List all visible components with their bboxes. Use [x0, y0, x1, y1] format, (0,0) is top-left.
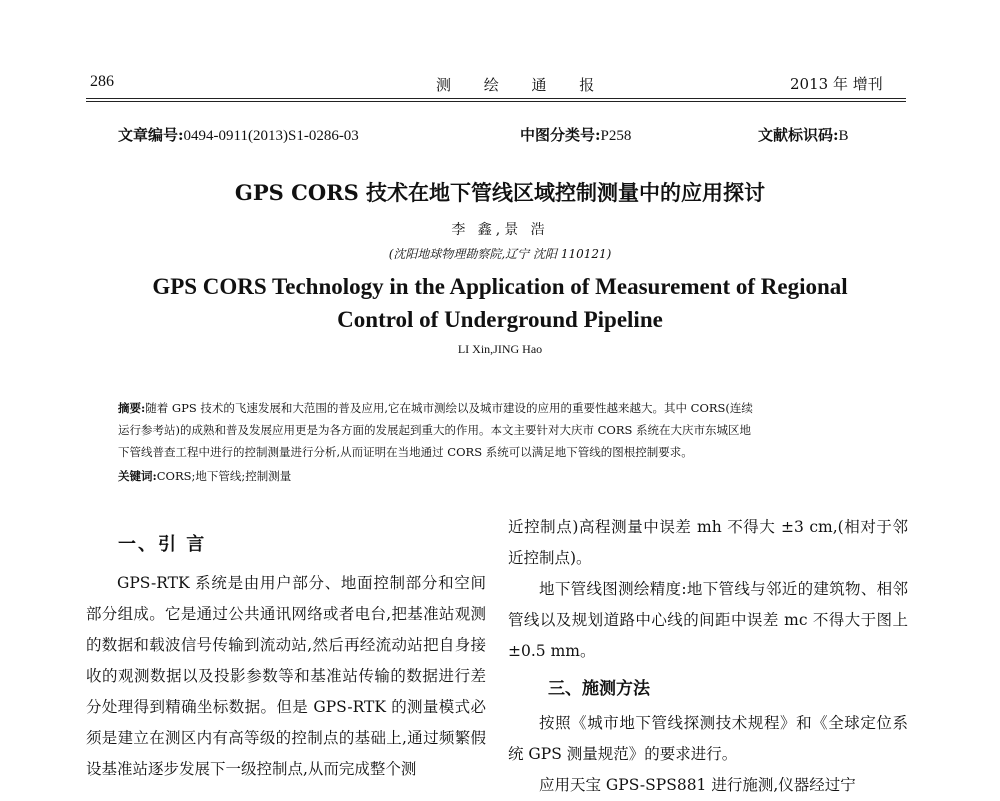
- left-column-body: [86, 568, 486, 785]
- section-heading-methods: 三、施测方法: [548, 679, 650, 699]
- authors-english: LI Xin,JING Hao: [457, 342, 543, 356]
- keywords-label: 关键词:: [118, 469, 157, 483]
- title-chinese: GPS CORS 技术在地下管线区域控制测量中的应用探讨: [234, 180, 766, 205]
- abstract-label: 摘要:: [118, 401, 146, 415]
- title-english-line1: GPS CORS Technology in the Application of Measurement of Regional: [152, 274, 848, 299]
- article-number-value: 0494-0911(2013)S1-0286-03: [183, 128, 359, 144]
- instrument-paragraph: 应用天宝 GPS-SPS881 进行施测,仪器经过宁: [539, 776, 856, 794]
- right-column-body: [508, 512, 908, 667]
- abstract-line1: 随着 GPS 技术的飞速发展和大范围的普及应用,它在城市测绘以及城市建设的应用的重要性越来越大。其中 CORS(连续: [145, 401, 753, 415]
- header-rule-secondary: [86, 101, 906, 102]
- abstract-line2: 运行参考站)的成熟和普及发展应用更是为各方面的发展起到重大的作用。本文主要针对大庆市 CORS 系统在大庆市东城区地: [118, 423, 752, 437]
- title-english: [100, 270, 900, 336]
- journal-name: 测 绘 通 报: [436, 76, 609, 94]
- title-english-line2: Control of Underground Pipeline: [337, 307, 663, 332]
- clc-number: [520, 124, 631, 145]
- intro-paragraph: GPS-RTK 系统是由用户部分、地面控制部分和空间部分组成。它是通过公共通讯网络或者电台,把基准站观测的数据和载波信号传输到流动站,然后再经流动站把自身接收的观测数据以及投影参数等和基准站传输的数据进行差分处理得到精确坐标数据。但是 GPS-RTK 的测量模式必须是建立在测区内有高等级的控制点的基础上,通过频繁假设基准站逐步发展下一级控制点,从而完成整个测: [86, 574, 486, 778]
- issue-label: 2013 年 增刊: [790, 75, 883, 93]
- authors-chinese: 李 鑫,景 浩: [451, 222, 549, 238]
- document-code-value: B: [838, 128, 849, 144]
- affiliation-chinese: (沈阳地球物理勘察院,辽宁 沈阳 110121): [388, 247, 612, 261]
- article-number: [118, 124, 359, 145]
- document-code: [758, 124, 849, 145]
- header-rule: [86, 98, 906, 99]
- article-number-label: 文章编号:: [118, 126, 184, 144]
- mapping-accuracy-paragraph: 地下管线图测绘精度:地下管线与邻近的建筑物、相邻管线以及规划道路中心线的间距中误差 mc 不得大于图上 ±0.5 mm。: [508, 580, 908, 660]
- methods-paragraph: 按照《城市地下管线探测技术规程》和《全球定位系统 GPS 测量规范》的要求进行。: [508, 714, 908, 763]
- methods-body: [508, 708, 908, 801]
- keywords: [118, 468, 878, 484]
- document-code-label: 文献标识码:: [758, 126, 839, 144]
- clc-label: 中图分类号:: [520, 126, 601, 144]
- page-number: 286: [90, 73, 114, 90]
- clc-value: P258: [600, 128, 632, 144]
- abstract: [118, 397, 878, 463]
- section-heading-introduction: 一、引 言: [118, 534, 207, 555]
- abstract-line3: 下管线普查工程中进行的控制测量进行分析,从而证明在当地通过 CORS 系统可以满足地下管线的图根控制要求。: [118, 445, 693, 459]
- keywords-text: CORS;地下管线;控制测量: [156, 469, 292, 483]
- accuracy-paragraph: 近控制点)高程测量中误差 mh 不得大 ±3 cm,(相对于邻近控制点)。: [508, 518, 908, 567]
